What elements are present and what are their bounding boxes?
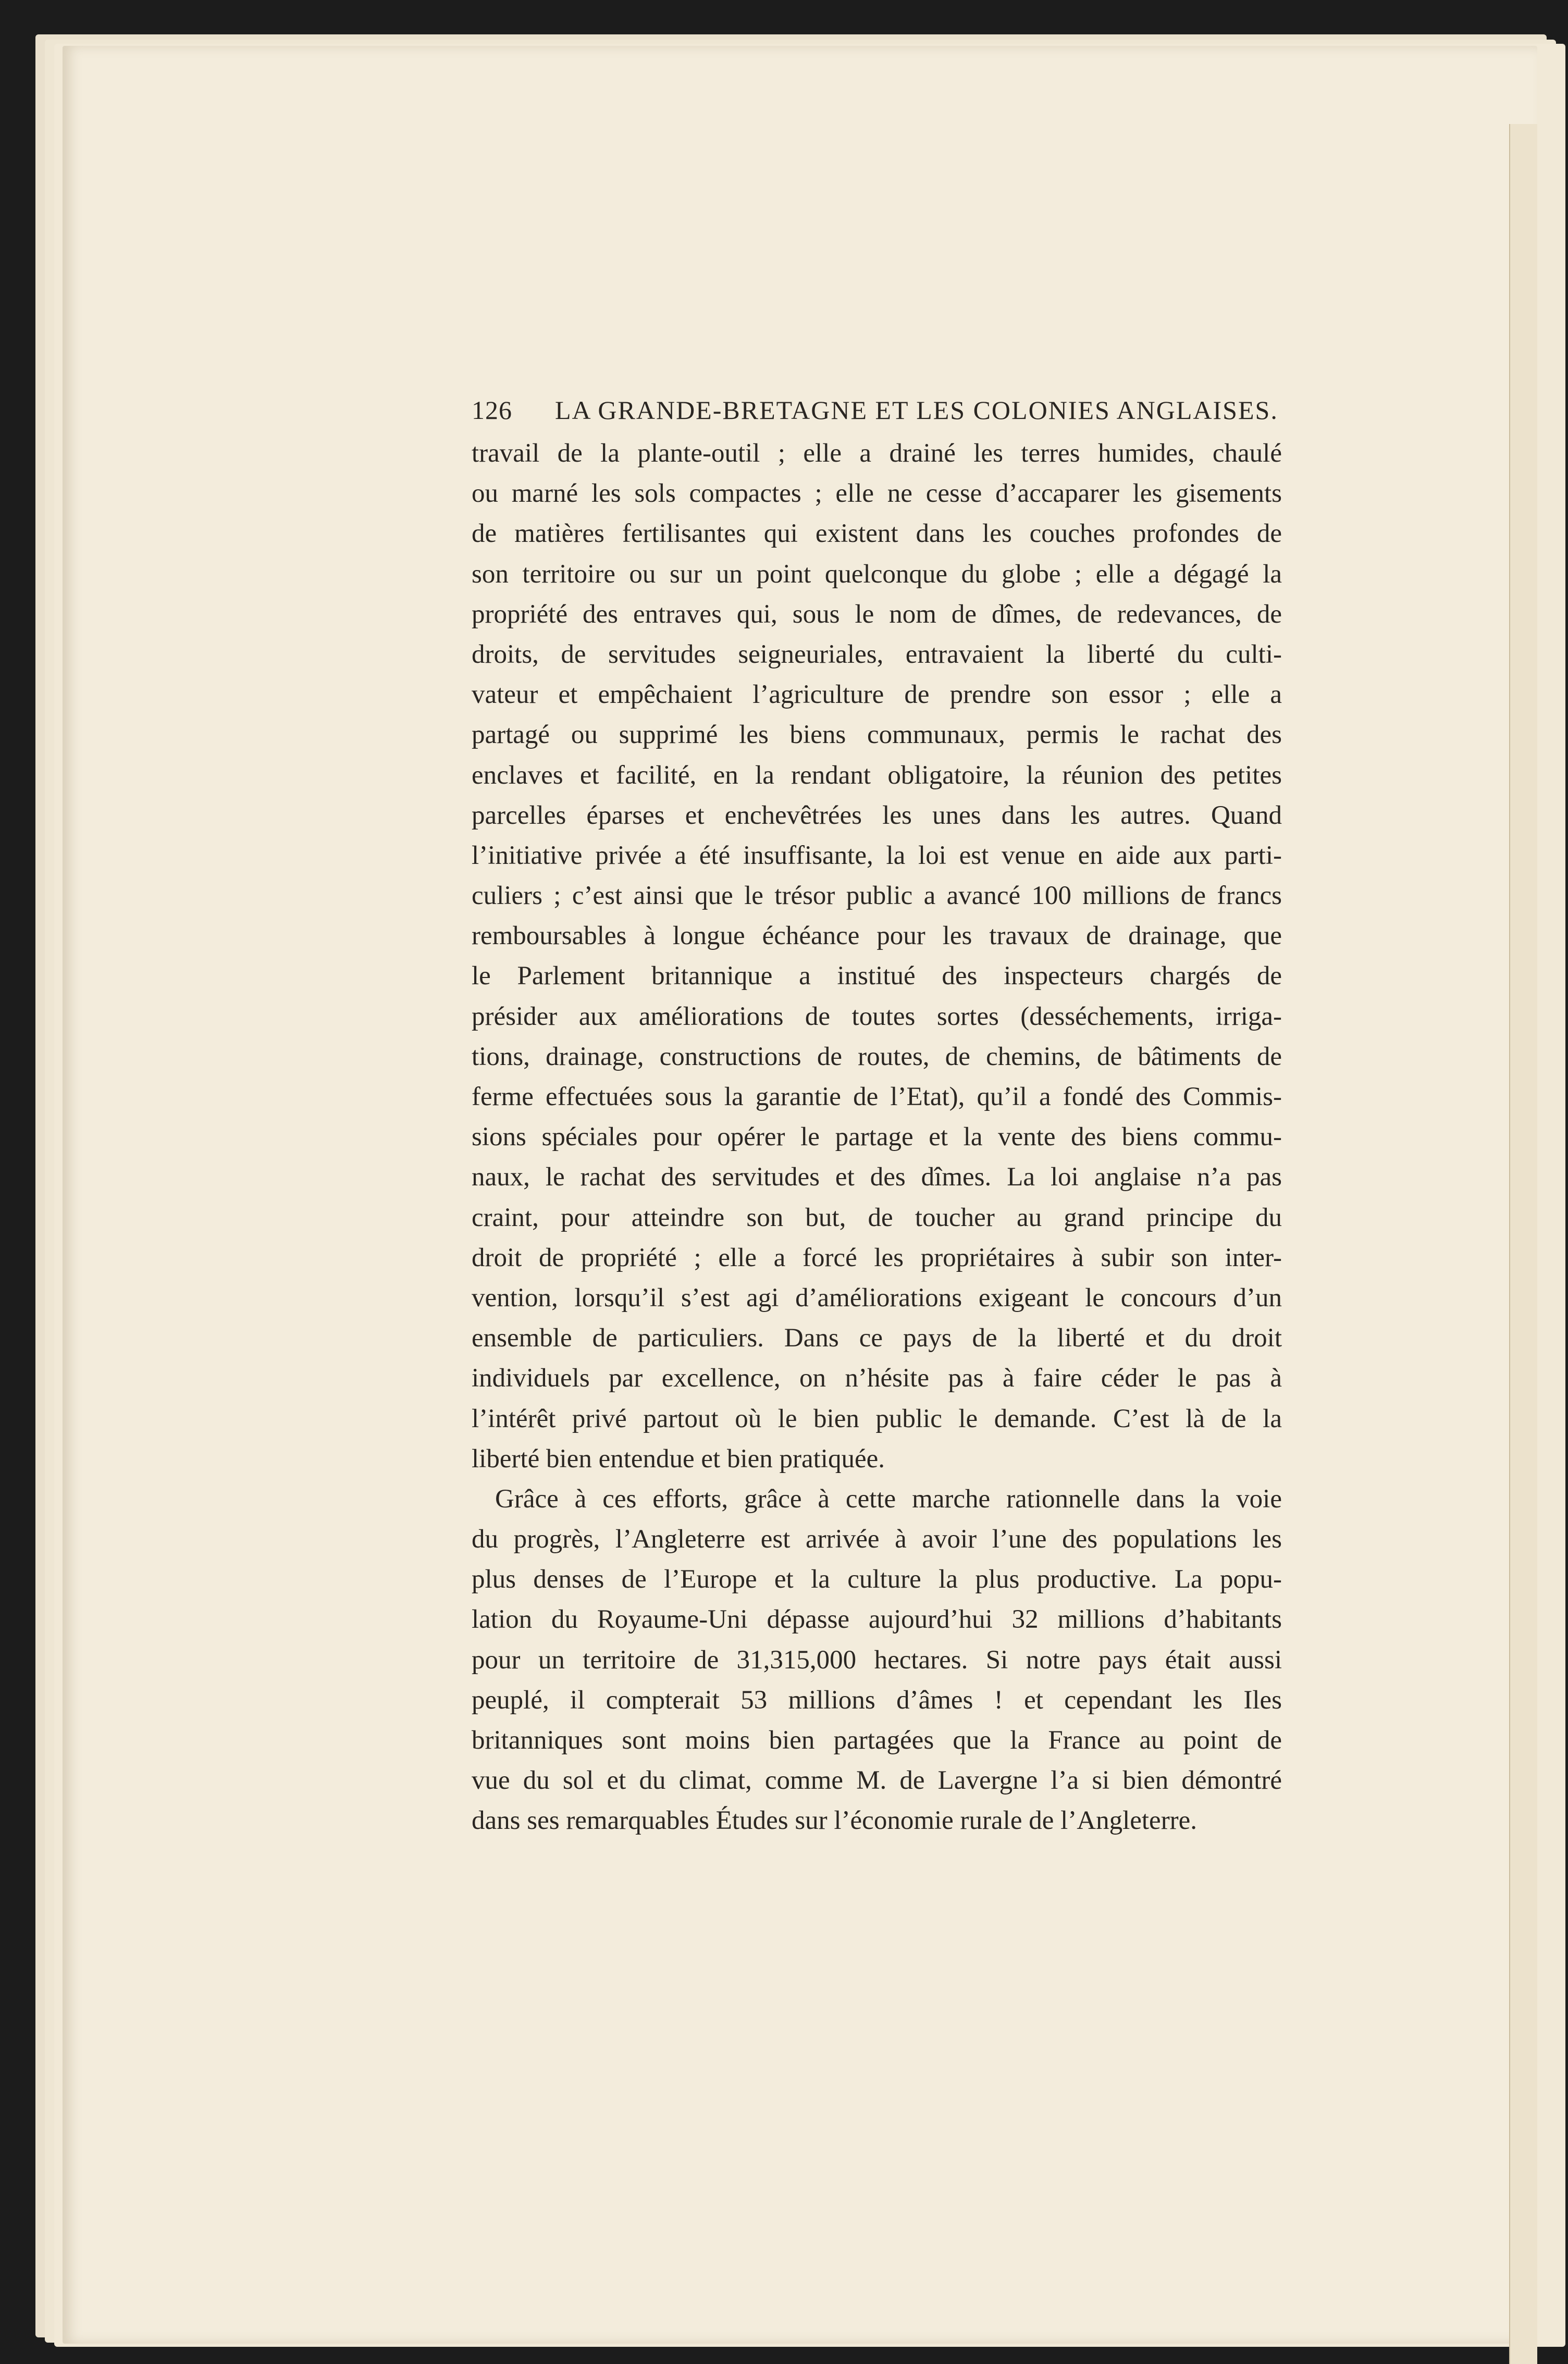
text-line: présider aux améliorations de toutes sortes (desséchements, irriga- [472,1001,1282,1031]
text-line: craint, pour atteindre son but, de toucher au grand principe du [472,1203,1282,1232]
text-line: partagé ou supprimé les biens communaux, permis le rachat des [472,720,1282,750]
text-line: lation du Royaume-Uni dépasse aujourd’hui 32 millions d’habitants [472,1605,1282,1635]
text-line: travail de la plante-outil ; elle a drainé les terres humides, chaulé [472,439,1282,468]
text-line: plus denses de l’Europe et la culture la plus productive. La popu- [472,1565,1282,1594]
running-header [472,392,1282,428]
text-line: du progrès, l’Angleterre est arrivée à avoir l’une des populations les [472,1525,1282,1554]
text-line: droits, de servitudes seigneuriales, entravaient la liberté du culti- [472,639,1282,669]
page-body-text [472,434,1282,1841]
text-line: vateur et empêchaient l’agriculture de prendre son essor ; elle a [472,680,1282,710]
text-line: tions, drainage, constructions de routes, de chemins, de bâtiments de [472,1042,1282,1071]
text-line: de matières fertilisantes qui existent dans les couches profondes de [472,519,1282,549]
page-number: 126 [472,395,512,425]
text-line: l’initiative privée a été insuffisante, la loi est venue en aide aux parti- [472,840,1282,870]
text-line: enclaves et facilité, en la rendant obligatoire, la réunion des petites [472,760,1282,790]
text-line: ou marné les sols compactes ; elle ne cesse d’accaparer les gisements [472,479,1282,509]
text-line: propriété des entraves qui, sous le nom de dîmes, de redevances, de [472,599,1282,629]
text-line: Grâce à ces efforts, grâce à cette marche rationnelle dans la voie [495,1484,1282,1514]
text-line: britanniques sont moins bien partagées que la France au point de [472,1726,1282,1755]
text-line: droit de propriété ; elle a forcé les propriétaires à subir son inter- [472,1243,1282,1272]
text-line: culiers ; c’est ainsi que le trésor public a avancé 100 millions de francs [472,881,1282,911]
text-line: ferme effectuées sous la garantie de l’Etat), qu’il a fondé des Commis- [472,1082,1282,1111]
text-line: son territoire ou sur un point quelconque du globe ; elle a dégagé la [472,559,1282,589]
text-line: l’intérêt privé partout où le bien public le demande. C’est là de la [472,1404,1282,1433]
text-line: liberté bien entendue et bien pratiquée. [472,1444,885,1474]
paragraph-2 [472,1479,1282,1841]
paragraph-1 [472,434,1282,1479]
text-line: dans ses remarquables Études sur l’économie rurale de l’Angleterre. [472,1806,1197,1836]
text-line: pour un territoire de 31,315,000 hectares. Si notre pays était aussi [472,1645,1282,1675]
text-line: individuels par excellence, on n’hésite pas à faire céder le pas à [472,1364,1282,1393]
text-line: peuplé, il compterait 53 millions d’âmes ! et cependant les Iles [472,1685,1282,1715]
text-line: vue du sol et du climat, comme M. de Lavergne l’a si bien démontré [472,1766,1282,1796]
text-line: parcelles éparses et enchevêtrées les unes dans les autres. Quand [472,800,1282,830]
text-line: le Parlement britannique a institué des inspecteurs chargés de [472,961,1282,991]
text-line: sions spéciales pour opérer le partage et la vente des biens commu- [472,1122,1282,1152]
text-line: naux, le rachat des servitudes et des dîmes. La loi anglaise n’a pas [472,1162,1282,1192]
facing-page-edge [1509,124,1537,2364]
text-line: remboursables à longue échéance pour les travaux de drainage, que [472,921,1282,951]
text-line: vention, lorsqu’il s’est agi d’améliorations exigeant le concours d’un [472,1283,1282,1313]
running-title: LA GRANDE-BRETAGNE ET LES COLONIES ANGLAISES. [555,395,1278,425]
text-line: ensemble de particuliers. Dans ce pays de la liberté et du droit [472,1323,1282,1353]
